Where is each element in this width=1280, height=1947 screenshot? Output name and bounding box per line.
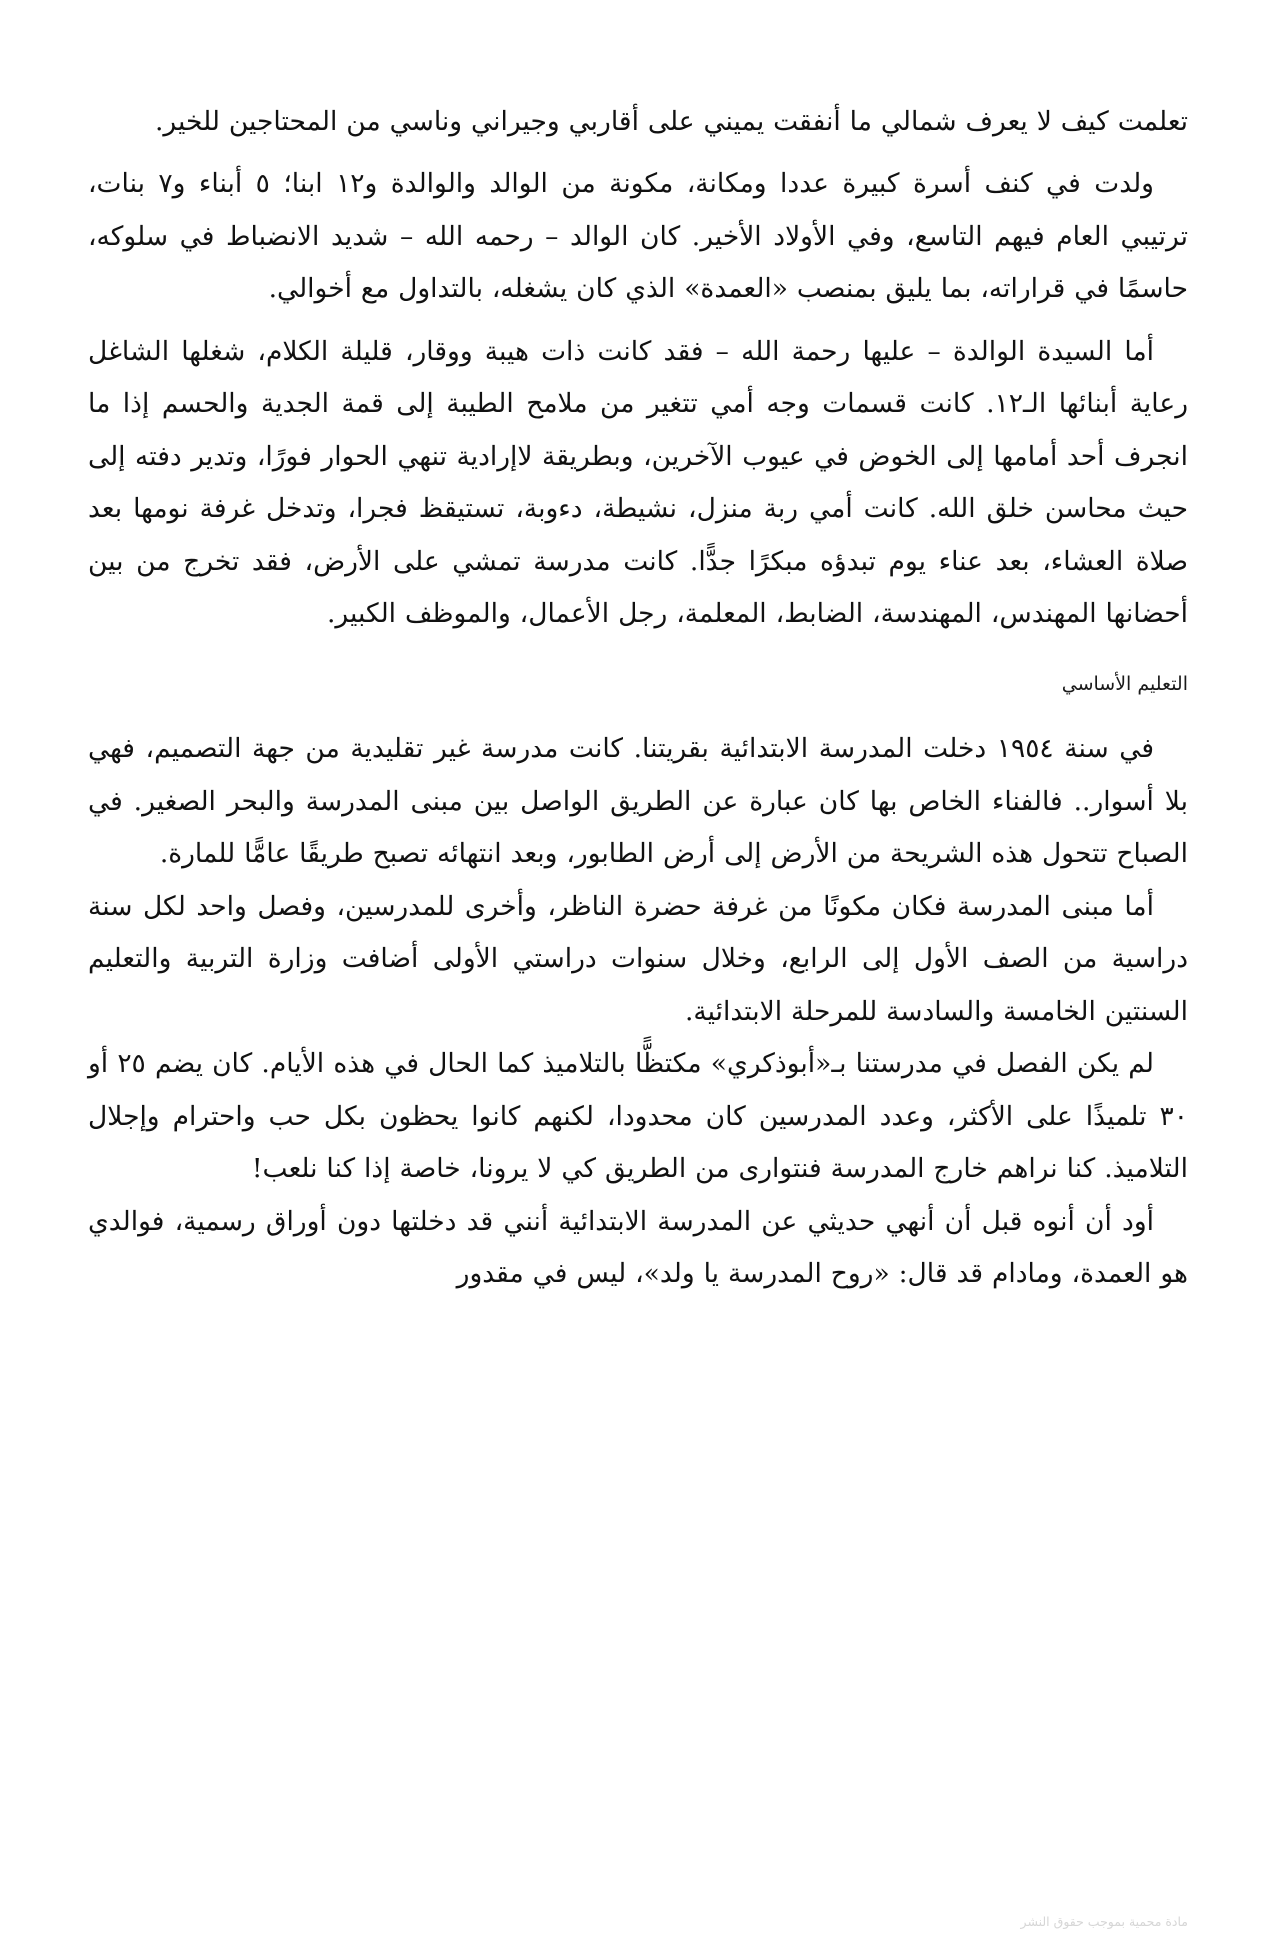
paragraph-2: ولدت في كنف أسرة كبيرة عددا ومكانة، مكونة من الوالد والوالدة و١٢ ابنا؛ ٥ أبناء و٧ بنات، ترتيبي العام فيهم التاسع، وفي الأولاد الأخير. كان الوالد – رحمه الله – شديد الانضباط في سلوكه، حاسمًا في قراراته، بما يليق بمنصب «العمدة» الذي كان يشغله، بالتداول مع أخوالي. — [88, 168, 1188, 305]
section-paragraph-1: في سنة ١٩٥٤ دخلت المدرسة الابتدائية بقريتنا. كانت مدرسة غير تقليدية من جهة التصميم، فهي بلا أسوار.. فالفناء الخاص بها كان عبارة عن الطريق الواصل بين مبنى المدرسة والبحر الصغير. في الصباح تتحول هذه الشريحة من الأرض إلى أرض الطابور، وبعد انتهائه تصبح طريقًا عامًّا للمارة. — [88, 733, 1188, 870]
paragraph-1: تعلمت كيف لا يعرف شمالي ما أنفقت يميني على أقاربي وجيراني وناسي من المحتاجين للخير. — [154, 106, 1188, 137]
section-paragraph-4: أود أن أنوه قبل أن أنهي حديثي عن المدرسة الابتدائية أنني قد دخلتها دون أوراق رسمية، فوالدي هو العمدة، ومادام قد قال: «روح المدرسة يا ولد»، ليس في مقدور — [88, 1205, 1188, 1289]
page-content — [88, 96, 1188, 1300]
paragraph-3: أما السيدة الوالدة – عليها رحمة الله – فقد كانت ذات هيبة ووقار، قليلة الكلام، شغلها الشاغل رعاية أبنائها الـ١٢. كانت قسمات وجه أمي تتغير من ملامح الطيبة إلى قمة الجدية والحسم إذا ما انجرف أحد أمامها إلى الخوض في عيوب الآخرين، وبطريقة لاإرادية تنهي الحوار فورًا، وتدير دفته إلى حيث محاسن خلق الله. كانت أمي ربة منزل، نشيطة، دءوبة، تستيقظ فجرا، وتدخل غرفة نومها بعد صلاة العشاء، بعد عناء يوم تبدؤه مبكرًا جدًّا. كانت مدرسة تمشي على الأرض، فقد تخرج من بين أحضانها المهندس، المهندسة، الضابط، المعلمة، رجل الأعمال، والموظف الكبير. — [88, 335, 1188, 630]
copyright-watermark: مادة محمية بموجب حقوق النشر — [1020, 1914, 1188, 1929]
section-heading-basic-education: التعليم الأساسي — [1061, 672, 1188, 695]
section-paragraph-2: أما مبنى المدرسة فكان مكونًا من غرفة حضرة الناظر، وأخرى للمدرسين، وفصل واحد لكل سنة دراسية من الصف الأول إلى الرابع، وخلال سنوات دراستي الأولى أضافت وزارة التربية والتعليم السنتين الخامسة والسادسة للمرحلة الابتدائية. — [88, 890, 1188, 1027]
section-paragraph-3: لم يكن الفصل في مدرستنا بـ«أبوذكري» مكتظًّا بالتلاميذ كما الحال في هذه الأيام. كان يضم ٢٥ أو ٣٠ تلميذًا على الأكثر، وعدد المدرسين كان محدودا، لكنهم كانوا يحظون بكل حب واحترام وإجلال التلاميذ. كنا نراهم خارج المدرسة فنتوارى من الطريق كي لا يرونا، خاصة إذا كنا نلعب! — [88, 1048, 1188, 1185]
